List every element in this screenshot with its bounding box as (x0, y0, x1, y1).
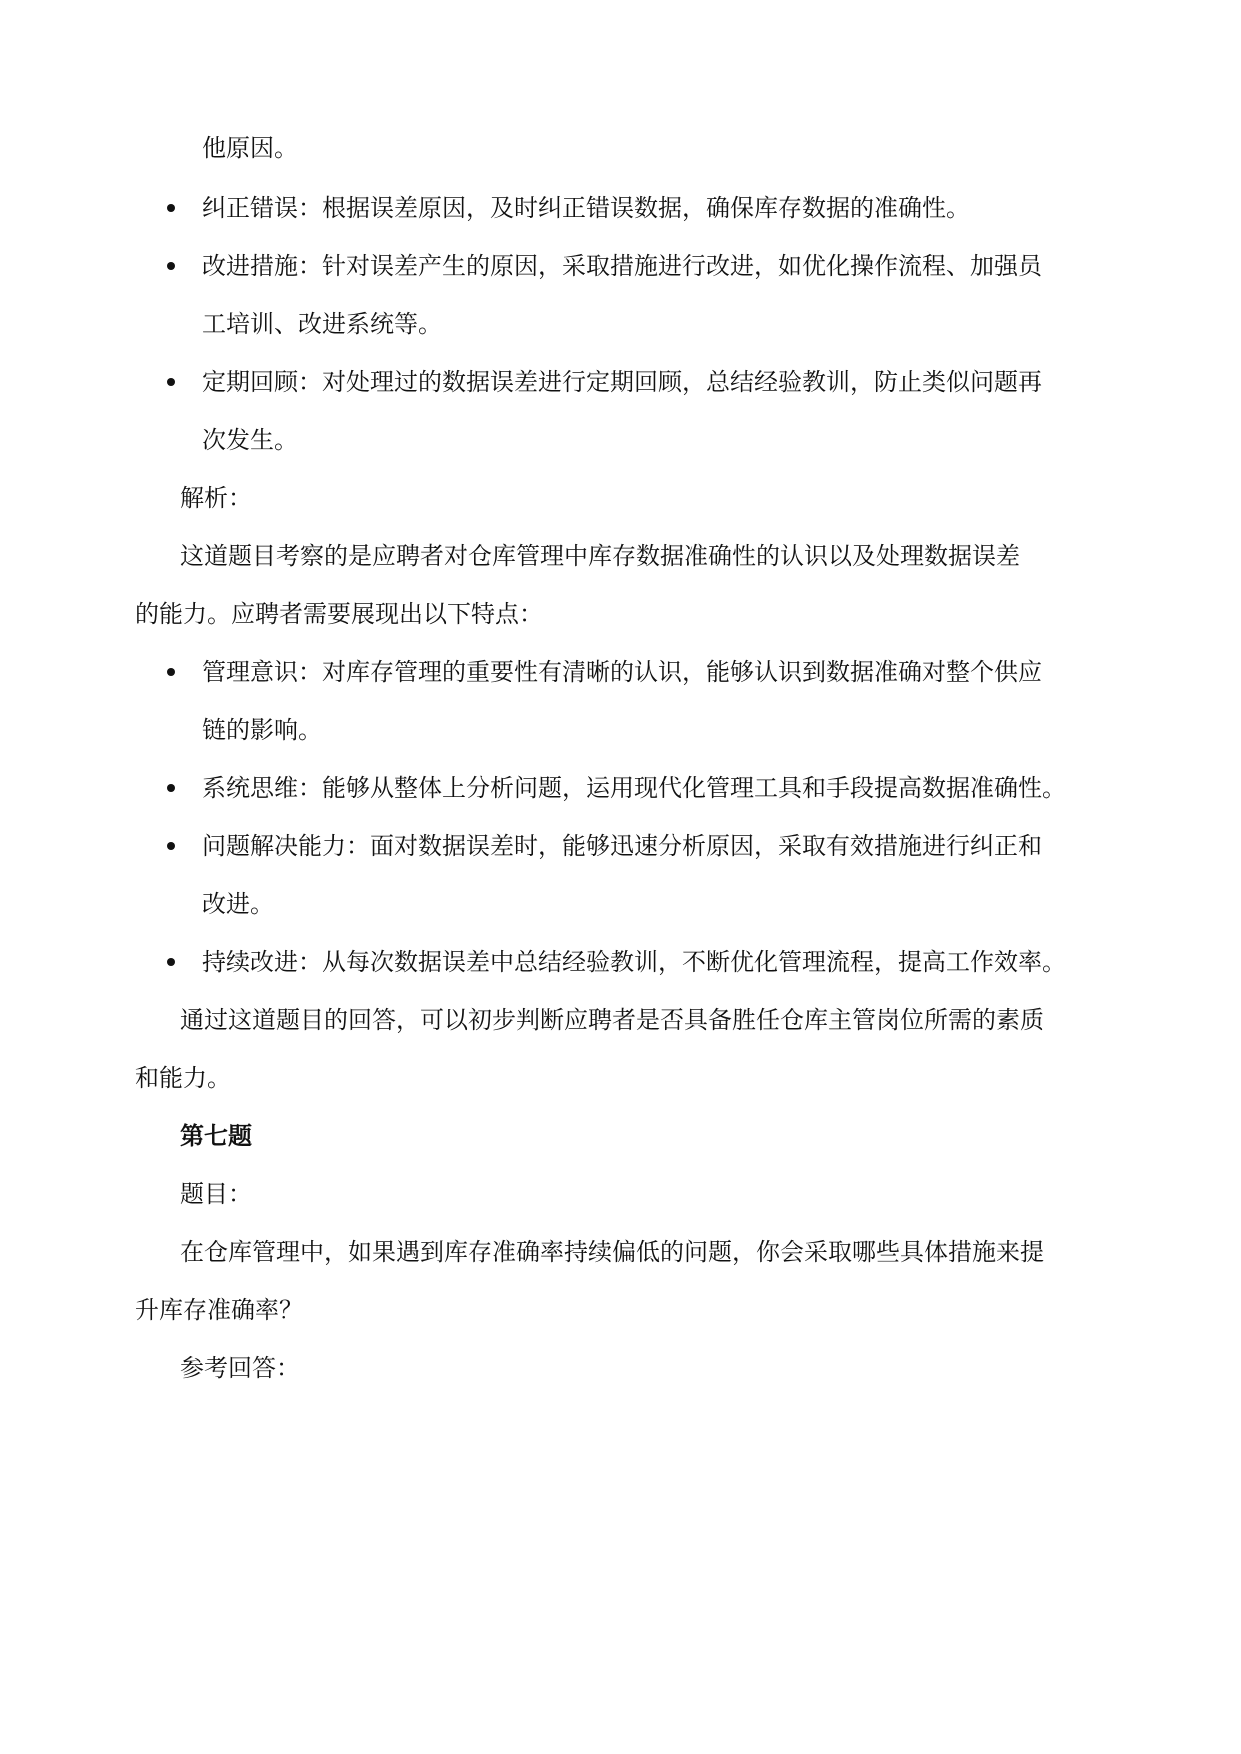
list-item: 系统思维：能够从整体上分析问题，运用现代化管理工具和手段提高数据准确性。 (202, 774, 1066, 802)
paragraph: 通过这道题目的回答，可以初步判断应聘者是否具备胜任仓库主管岗位所需的素质 (180, 1006, 1044, 1034)
list-item: 定期回顾：对处理过的数据误差进行定期回顾，总结经验教训，防止类似问题再 (202, 368, 1042, 396)
list-item: 持续改进：从每次数据误差中总结经验教训，不断优化管理流程，提高工作效率。 (202, 948, 1066, 976)
list-item: 纠正错误：根据误差原因，及时纠正错误数据，确保库存数据的准确性。 (202, 194, 970, 222)
bullet-icon (167, 842, 175, 850)
list-item-continuation: 改进。 (202, 890, 274, 918)
list-item-continuation: 链的影响。 (202, 716, 322, 744)
list-item: 改进措施：针对误差产生的原因，采取措施进行改进，如优化操作流程、加强员 (202, 252, 1042, 280)
bullet-icon (167, 668, 175, 676)
section-label: 参考回答： (180, 1354, 300, 1382)
paragraph: 这道题目考察的是应聘者对仓库管理中库存数据准确性的认识以及处理数据误差 (180, 542, 1020, 570)
bullet-icon (167, 958, 175, 966)
paragraph: 的能力。应聘者需要展现出以下特点： (135, 600, 543, 628)
bullet-icon (167, 784, 175, 792)
list-item-continuation: 他原因。 (202, 134, 298, 162)
paragraph: 在仓库管理中，如果遇到库存准确率持续偏低的问题，你会采取哪些具体措施来提 (180, 1238, 1044, 1266)
bullet-icon (167, 378, 175, 386)
paragraph: 升库存准确率？ (135, 1296, 303, 1324)
section-label: 解析： (180, 484, 252, 512)
list-item-continuation: 工培训、改进系统等。 (202, 310, 442, 338)
list-item-continuation: 次发生。 (202, 426, 298, 454)
list-item: 管理意识：对库存管理的重要性有清晰的认识，能够认识到数据准确对整个供应 (202, 658, 1042, 686)
question-heading: 第七题 (180, 1121, 252, 1150)
bullet-icon (167, 204, 175, 212)
section-label: 题目： (180, 1180, 252, 1208)
paragraph: 和能力。 (135, 1064, 231, 1092)
bullet-icon (167, 262, 175, 270)
list-item: 问题解决能力：面对数据误差时，能够迅速分析原因，采取有效措施进行纠正和 (202, 832, 1042, 860)
